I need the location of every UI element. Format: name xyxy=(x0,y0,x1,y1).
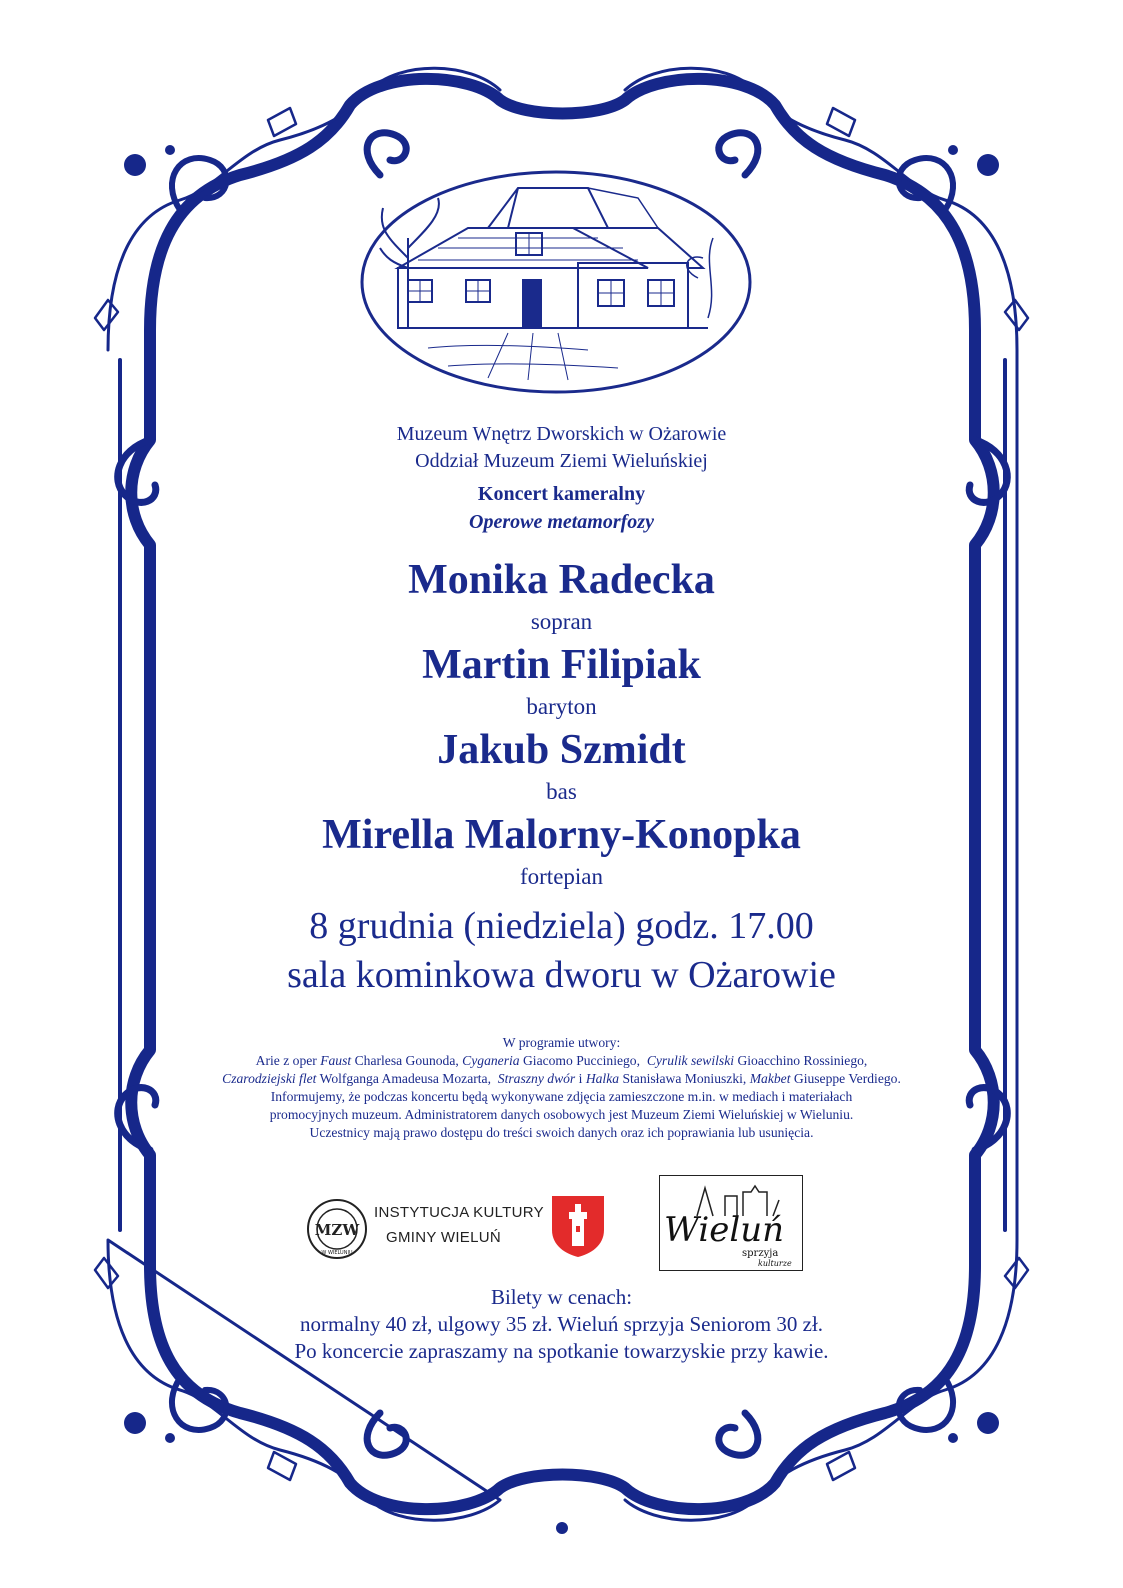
after-concert-info: Po koncercie zapraszamy na spotkanie towarzyskie przy kawie. xyxy=(294,1339,829,1363)
wielun-tag-2: kulturze xyxy=(758,1259,792,1268)
performer-role: fortepian xyxy=(519,864,603,889)
performer-role: bas xyxy=(546,779,577,804)
institution-line-2: GMINY WIELUŃ xyxy=(386,1229,502,1246)
seal-bottom-text: W WIELUNIU xyxy=(321,1250,353,1256)
event-type: Koncert kameralny xyxy=(477,483,646,505)
manor-house-illustration xyxy=(358,168,754,396)
wielun-brand-text: Wieluń xyxy=(664,1210,785,1250)
performer-name: Mirella Malorny-Konopka xyxy=(322,812,801,858)
opera-title: Cyganeria xyxy=(462,1053,520,1068)
institution-line-1: INSTYTUCJA KULTURY xyxy=(374,1204,544,1221)
opera-title: Makbet xyxy=(749,1071,791,1086)
event-date-time: 8 grudnia (niedziela) godz. 17.00 xyxy=(309,905,814,947)
opera-title: Halka xyxy=(585,1071,620,1086)
event-venue: sala kominkowa dworu w Ożarowie xyxy=(287,954,836,996)
seal-monogram: MZW xyxy=(314,1221,360,1239)
opera-title: Faust xyxy=(320,1053,352,1068)
performer-role: sopran xyxy=(530,609,593,634)
photo-notice-line-3: Uczestnicy mają prawo dostępu do treści swoich danych oraz ich poprawiania lub usunięcia. xyxy=(309,1125,814,1140)
opera-title: Czarodziejski flet xyxy=(222,1071,317,1086)
tickets-heading: Bilety w cenach: xyxy=(490,1285,633,1309)
org-line-2: Oddział Muzeum Ziemi Wieluńskiej xyxy=(415,450,708,472)
event-title: Operowe metamorfozy xyxy=(469,511,654,533)
opera-title: Cyrulik sewilski xyxy=(646,1053,735,1068)
city-crest-icon xyxy=(550,1194,606,1258)
performer-name: Monika Radecka xyxy=(408,557,715,603)
ticket-prices: normalny 40 zł, ulgowy 35 zł. Wieluń sprzyja Seniorom 30 zł. xyxy=(299,1312,824,1336)
sponsor-logos xyxy=(0,1188,1123,1298)
photo-notice-line-1: Informujemy, że podczas koncertu będą wykonywane zdjęcia zamieszczone m.in. w mediach i materiałach xyxy=(270,1089,853,1104)
wielun-tag-1: sprzyja xyxy=(742,1248,779,1259)
wielun-brand-logo xyxy=(659,1175,803,1271)
performer-name: Martin Filipiak xyxy=(422,642,701,688)
program-works-line-1: Arie z oper Faust Charlesa Gounoda, Cyganeria Giacomo Pucciniego, Cyrulik sewilski Gioacchino Rossiniego, xyxy=(255,1053,868,1068)
program-heading: W programie utwory: xyxy=(502,1035,621,1050)
performer-name: Jakub Szmidt xyxy=(437,727,686,773)
opera-title: Straszny dwór xyxy=(497,1071,576,1086)
performer-role: baryton xyxy=(526,694,597,719)
program-works-line-2: Czarodziejski flet Wolfganga Amadeusa Mozarta, Straszny dwór i Halka Stanisława Moniuszki, Makbet Giuseppe Verdiego. xyxy=(222,1071,901,1086)
org-line-1: Muzeum Wnętrz Dworskich w Ożarowie xyxy=(396,423,727,445)
photo-notice-line-2: promocyjnych muzeum. Administratorem danych osobowych jest Muzeum Ziemi Wieluńskiej w Wieluniu. xyxy=(269,1107,854,1122)
museum-seal-logo xyxy=(306,1198,368,1260)
